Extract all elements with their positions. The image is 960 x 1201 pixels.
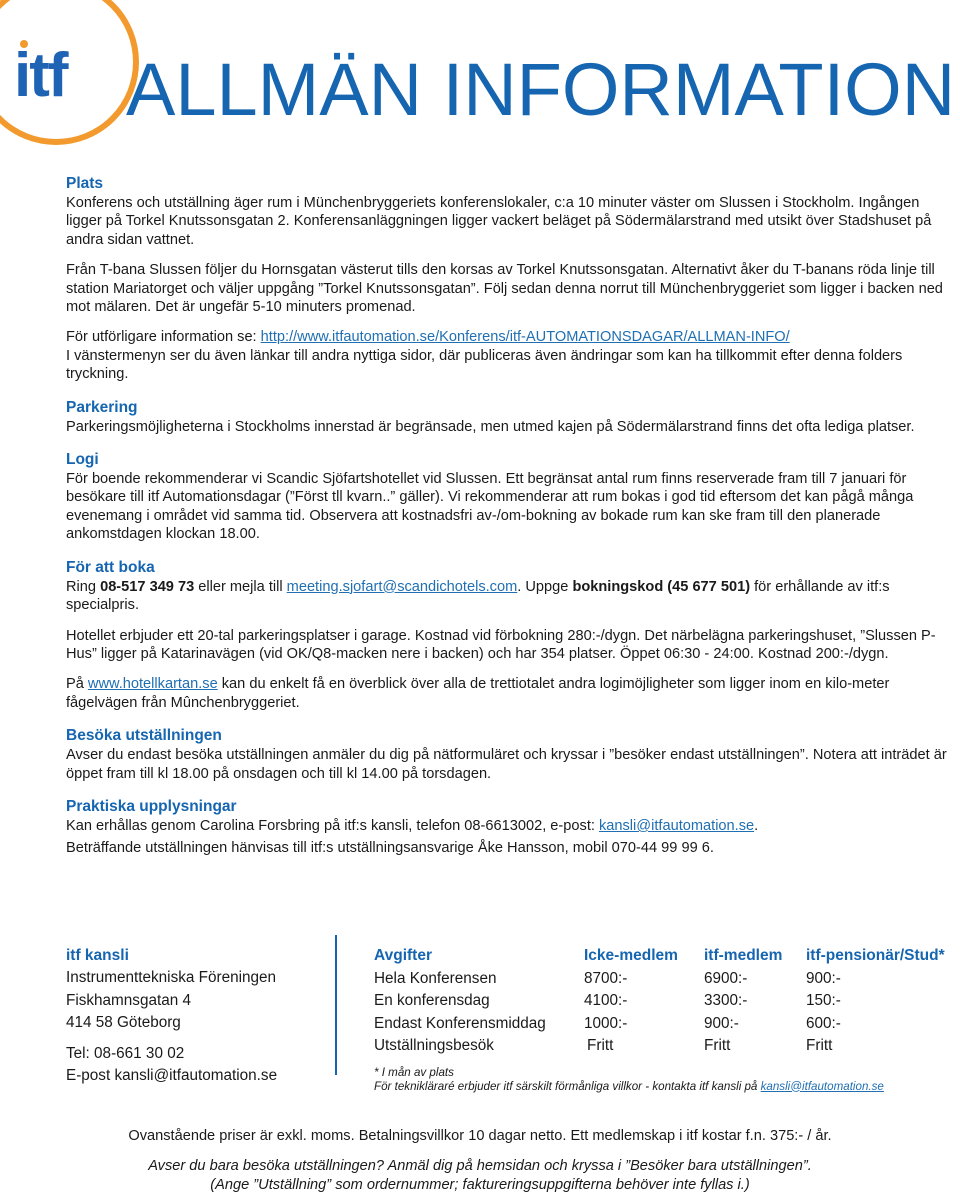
footer-line-2: Avser du bara besöka utställningen? Anmäl dig på hemsidan och kryssa i ”Besöker bara utställningen”.: [148, 1158, 812, 1174]
plats-p3-prefix: För utförligare information se:: [66, 329, 261, 346]
contact-phone: Tel: 08-661 30 02: [66, 1044, 185, 1062]
boka-p1-d: för erhållande av itf:s specialpris.: [66, 578, 890, 614]
heading-besoka: Besöka utställningen: [66, 727, 222, 745]
fees-header: itf-medlem: [704, 947, 783, 965]
fees-cell: Fritt: [704, 1037, 731, 1055]
praktiska-p1-a: Kan erhållas genom Carolina Forsbring på itf:s kansli, telefon 08-6613002, e-post:: [66, 817, 599, 834]
fees-note-1: * I mån av plats: [374, 1065, 454, 1079]
contact-org: Instrumenttekniska Föreningen: [66, 969, 277, 986]
fees-cell: 900:-: [704, 1014, 739, 1032]
fees-note-2-text: För teknikläraré erbjuder itf särskilt förmånliga villkor - kontakta itf kansli på: [374, 1079, 761, 1093]
boka-p1: [66, 578, 956, 615]
fees-block: [374, 945, 956, 1094]
fees-cell: Fritt: [587, 1037, 614, 1055]
fees-header: Icke-medlem: [584, 947, 678, 965]
contact-city: 414 58 Göteborg: [66, 1014, 181, 1031]
fees-cell: Endast Konferensmiddag: [374, 1014, 546, 1032]
boka-p1-c: . Uppge: [517, 578, 573, 595]
praktiska-p1: [66, 817, 956, 835]
contact-heading: itf kansli: [66, 947, 129, 964]
logi-p1: För boende rekommenderar vi Scandic Sjöfartshotellet vid Slussen. Ett begränsat antal rum finns reserverade fram till 7 januari för besökare till itf Automationsdagar (”Först tll kvarn..” gäller). Vi rekommenderar att rum bokas i god tid eftersom det kan pågå många evenemang i området vid samma tid. Observera att kostnadsfri av-/om-bokning av bokade rum kan ske fram till den planerade ankomstdagen klockan 18.00.: [66, 471, 914, 543]
booking-code: bokningskod (45 677 501): [572, 578, 751, 595]
fees-cell: Utställningsbesök: [374, 1037, 494, 1055]
fees-header: Avgifter: [374, 947, 432, 965]
plats-p1: Konferens och utställning äger rum i Münchenbryggeriets konferenslokaler, c:a 10 minuter väster om Slussen i Stockholm. Ingången ligger på Torkel Knutssonsgatan 2. Konferensanläggningen ligger vackert beläget på Södermälarstrand med utsikt över Stadshuset på andra sidan vattnet.: [66, 195, 932, 248]
fees-row: [374, 1035, 956, 1058]
plats-p4: I vänstermenyn ser du även länkar till andra nyttiga sidor, där publiceras även ändringar som kan ha tillkommit efter denna folders tryckning.: [66, 347, 903, 383]
fees-cell: En konferensdag: [374, 992, 490, 1010]
boka-p2: Hotellet erbjuder ett 20-tal parkeringsplatser i garage. Kostnad vid förbokning 280:-/dygn. Det närbelägna parkeringshuset, ”Slussen P-Hus” ligger på Katarinavägen (vid OK/Q8-macken nere i backen) och har 354 platser. Öppet 06:30 - 24:00. Kostnad 200:-/dygn.: [66, 627, 936, 662]
praktiska-p2: Beträffande utställningen hänvisas till itf:s utställningsansvarige Åke Hansson, mobil 070-44 99 99 6.: [66, 840, 714, 857]
kansli-email-link[interactable]: kansli@itfautomation.se: [598, 817, 755, 834]
fees-cell: 6900:-: [704, 969, 748, 987]
fees-cell: 4100:-: [584, 992, 628, 1010]
plats-p2: Från T-bana Slussen följer du Hornsgatan västerut tills den korsas av Torkel Knutssonsgatan. Alternativt åker du T-banans röda linje till station Mariatorget och väljer uppgång ”Torkel Knutssonsgatan”. Följ sedan denna norrut till Münchenbryggeriet som ligger i backen ned mot mälaren. Det är ungefär 5-10 minuters promenad.: [66, 262, 943, 316]
fees-row: [374, 990, 956, 1013]
fees-cell: 150:-: [806, 992, 841, 1010]
parkering-p1: Parkeringsmöjligheterna i Stockholms innerstad är begränsade, men utmed kajen på Södermälarstrand finns det ofta lediga platser.: [66, 418, 915, 435]
booking-email-link[interactable]: meeting.sjofart@scandichotels.com: [286, 578, 518, 595]
heading-parkering: Parkering: [66, 398, 138, 416]
fees-table: [374, 945, 956, 1058]
boka-p3-a: På: [66, 676, 88, 693]
besoka-p1: Avser du endast besöka utställningen anmäler du dig på nätformuläret och kryssar i ”besöker endast utställningen”. Notera att inträdet är öppet fram till kl 18.00 på onsdagen och till kl 14.00 på torsdagen.: [66, 747, 947, 782]
fees-cell: Hela Konferensen: [374, 969, 497, 987]
heading-boka: För att boka: [66, 558, 155, 576]
hotellkartan-link[interactable]: www.hotellkartan.se: [87, 676, 218, 693]
footer-terms: Ovanstående priser är exkl. moms. Betalningsvillkor 10 dagar netto. Ett medlemskap i itf kostar f.n. 375:- / år.: [128, 1128, 832, 1144]
contact-email: E-post kansli@itfautomation.se: [66, 1067, 278, 1084]
fees-row: [374, 968, 956, 991]
boka-p1-b: eller mejla till: [194, 578, 287, 595]
page-title: ALLMÄN INFORMATION: [126, 48, 956, 131]
boka-p1-a: Ring: [66, 578, 101, 595]
info-link[interactable]: http://www.itfautomation.se/Konferens/itf-AUTOMATIONSDAGAR/ALLMAN-INFO/: [260, 329, 790, 346]
fees-email-link[interactable]: kansli@itfautomation.se: [760, 1079, 884, 1093]
heading-praktiska: Praktiska upplysningar: [66, 797, 237, 815]
fees-cell: 8700:-: [584, 969, 628, 987]
heading-logi: Logi: [66, 451, 99, 469]
contact-block: [66, 945, 277, 1088]
boka-p3: [66, 675, 956, 712]
fees-cell: 1000:-: [584, 1014, 628, 1032]
fees-notes: [374, 1066, 956, 1094]
plats-p3: [66, 328, 956, 346]
heading-plats: Plats: [66, 175, 104, 192]
boka-p3-b: kan du enkelt få en överblick över alla de trettiotalet andra logimöjligheter som ligger inom en kilo-meter fågelvägen från Mûnchenbryggeriet.: [66, 676, 890, 711]
footer-visitor-note: [0, 1157, 960, 1195]
fees-header: itf-pensionär/Stud*: [806, 947, 945, 965]
fees-cell: Fritt: [806, 1037, 833, 1055]
fees-note-2: [374, 1080, 956, 1094]
fees-cell: 900:-: [806, 969, 841, 987]
main-content: [66, 174, 956, 858]
fees-row: [374, 1013, 956, 1036]
booking-phone: 08-517 349 73: [100, 578, 195, 595]
divider-line: [335, 935, 337, 1075]
praktiska-p1-b: .: [754, 817, 759, 834]
footer-line-3: (Ange ”Utställning” som ordernummer; faktureringsuppgifterna behöver inte fyllas i.): [210, 1177, 750, 1193]
fees-cell: 3300:-: [704, 992, 748, 1010]
fees-cell: 600:-: [806, 1014, 841, 1032]
fees-header-row: [374, 945, 956, 968]
contact-street: Fiskhamnsgatan 4: [66, 991, 191, 1009]
logo-text: itf: [14, 41, 67, 110]
